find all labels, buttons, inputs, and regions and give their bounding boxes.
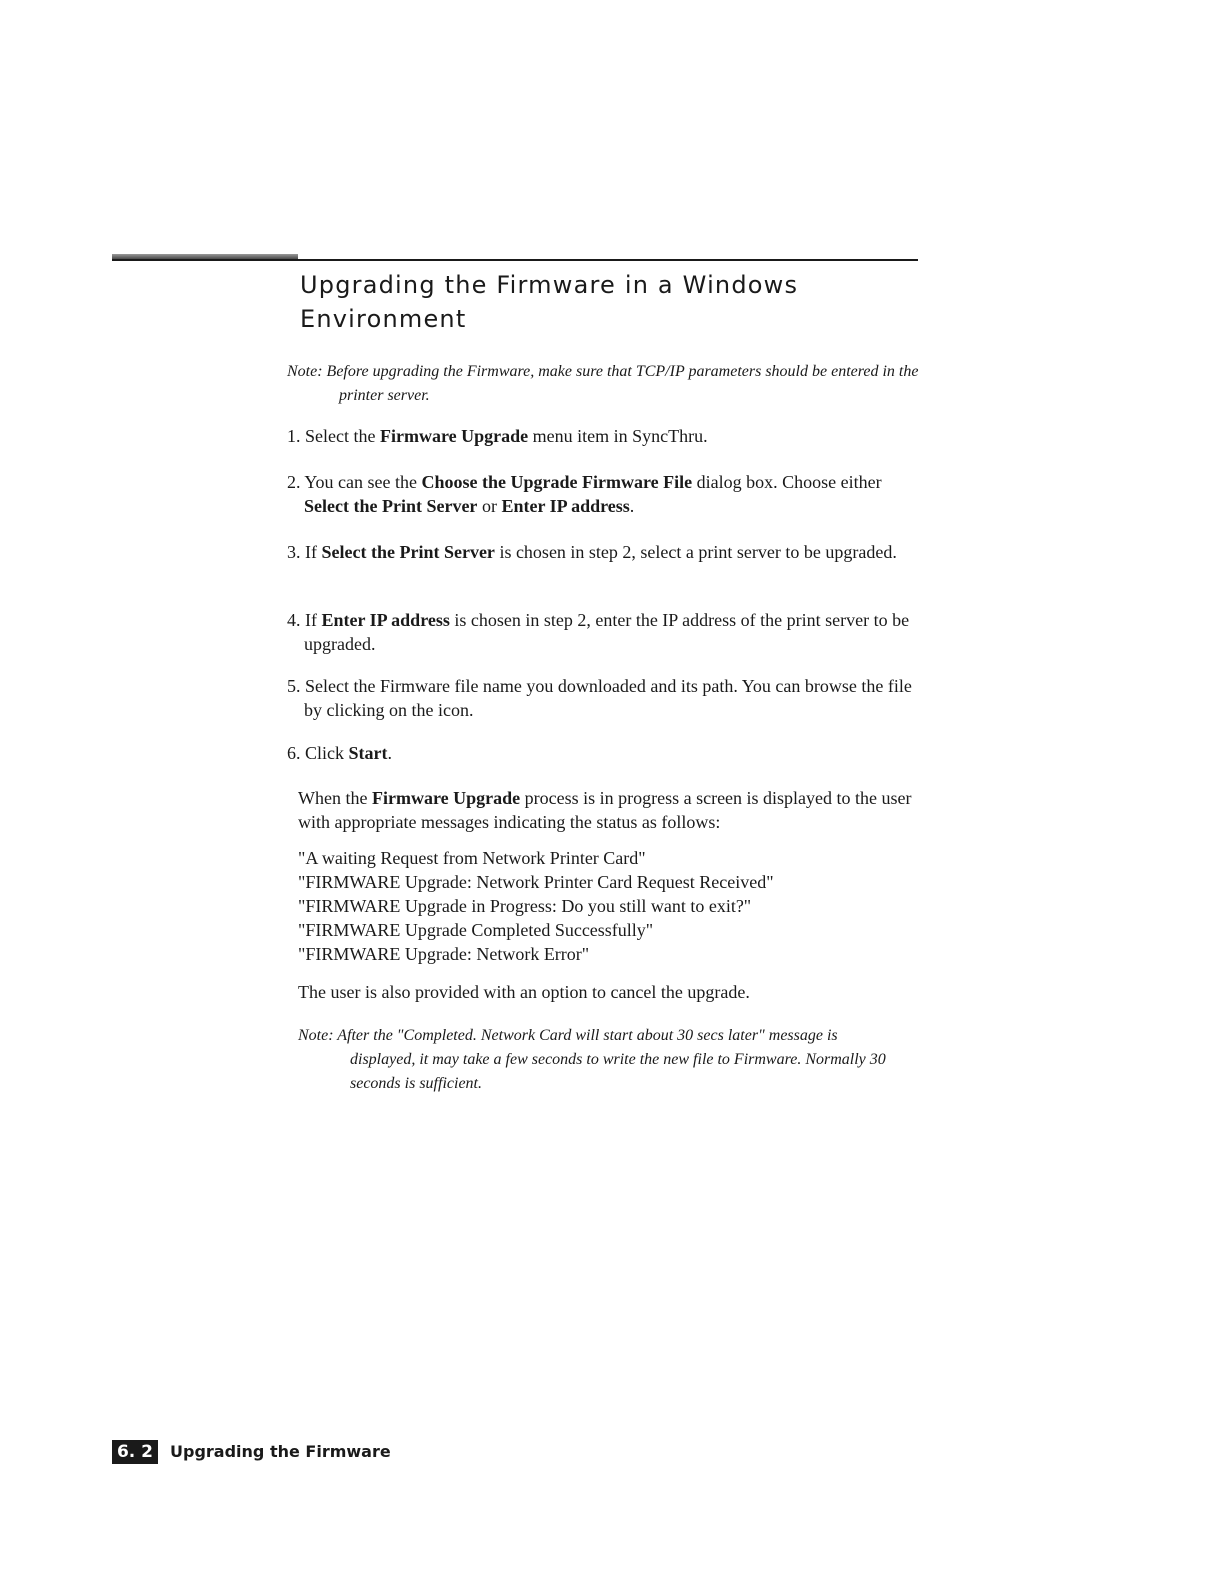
step-text: is chosen in step 2, enter the IP address of the print server to be upgraded.	[304, 610, 910, 654]
section-number-badge: 6. 2	[112, 1440, 158, 1464]
progress-paragraph: When the Firmware Upgrade process is in progress a screen is displayed to the user with appropriate messages indicating the status as follows:	[298, 788, 912, 832]
step-text: You can see the	[304, 472, 422, 492]
status-message: "FIRMWARE Upgrade: Network Printer Card Request Received"	[298, 872, 774, 892]
step-list-5	[287, 674, 927, 722]
note-text: Before upgrading the Firmware, make sure that TCP/IP parameters should be entered in the printer server.	[326, 363, 919, 404]
step-list-3	[287, 540, 927, 564]
note-text: After the "Completed. Network Card will start about 30 secs later" message is displayed, it may take a few seconds to write the new file to Firmware. Normally 30 seconds is sufficient.	[337, 1027, 886, 1092]
step-text: Select the Firmware file name you downloaded and its path. You can browse the file by clicking on the icon.	[304, 676, 912, 720]
step-number: 6.	[287, 743, 305, 763]
status-message: "FIRMWARE Upgrade in Progress: Do you still want to exit?"	[298, 896, 752, 916]
step-5	[287, 674, 927, 722]
status-message: "FIRMWARE Upgrade: Network Error"	[298, 944, 590, 964]
page-title: Upgrading the Firmware in a Windows Environment	[300, 271, 799, 333]
step-number: 4.	[287, 610, 305, 630]
step-term: Enter IP address	[501, 496, 630, 516]
step-number: 5.	[287, 676, 305, 696]
step-text: or	[477, 496, 502, 516]
note-bottom	[298, 1024, 888, 1096]
step-text: .	[629, 496, 635, 516]
step-term: Select the Print Server	[321, 542, 495, 562]
status-messages	[298, 846, 918, 966]
step-number: 2.	[287, 472, 305, 492]
step-list-4	[287, 608, 927, 656]
firmware-upgrade-term: Firmware Upgrade	[371, 788, 521, 808]
step-number: 3.	[287, 542, 305, 562]
step-term: Select the Print Server	[304, 496, 478, 516]
footer-section-title: Upgrading the Firmware	[170, 1442, 391, 1461]
step-1	[287, 424, 927, 448]
step-text: is chosen in step 2, select a print server to be upgraded.	[494, 542, 897, 562]
step-2	[287, 470, 927, 518]
step-term: Enter IP address	[321, 610, 450, 630]
status-message: "A waiting Request from Network Printer Card"	[298, 848, 646, 868]
note-label: Note:	[287, 363, 323, 380]
step-text: Select the	[305, 426, 380, 446]
step-term: Start	[348, 743, 388, 763]
step-number: 1.	[287, 426, 305, 446]
step-6	[287, 741, 927, 765]
note-label: Note:	[298, 1027, 334, 1044]
step-text: .	[387, 743, 392, 763]
step-list-6	[287, 741, 927, 765]
step-text: menu item in SyncThru.	[528, 426, 708, 446]
step-list-2	[287, 470, 927, 518]
step-term: Firmware Upgrade	[379, 426, 529, 446]
note-top	[287, 360, 927, 408]
step-term: Choose the Upgrade Firmware File	[421, 472, 693, 492]
step-4	[287, 608, 927, 656]
cancel-paragraph: The user is also provided with an option to cancel the upgrade.	[298, 982, 750, 1002]
step-3	[287, 540, 927, 564]
header-rule	[112, 259, 918, 261]
status-message: "FIRMWARE Upgrade Completed Successfully"	[298, 920, 654, 940]
step-text: If	[305, 610, 322, 630]
step-list	[287, 424, 927, 448]
step-text: If	[305, 542, 322, 562]
step-text: dialog box. Choose either	[692, 472, 882, 492]
step-text: Click	[305, 743, 349, 763]
